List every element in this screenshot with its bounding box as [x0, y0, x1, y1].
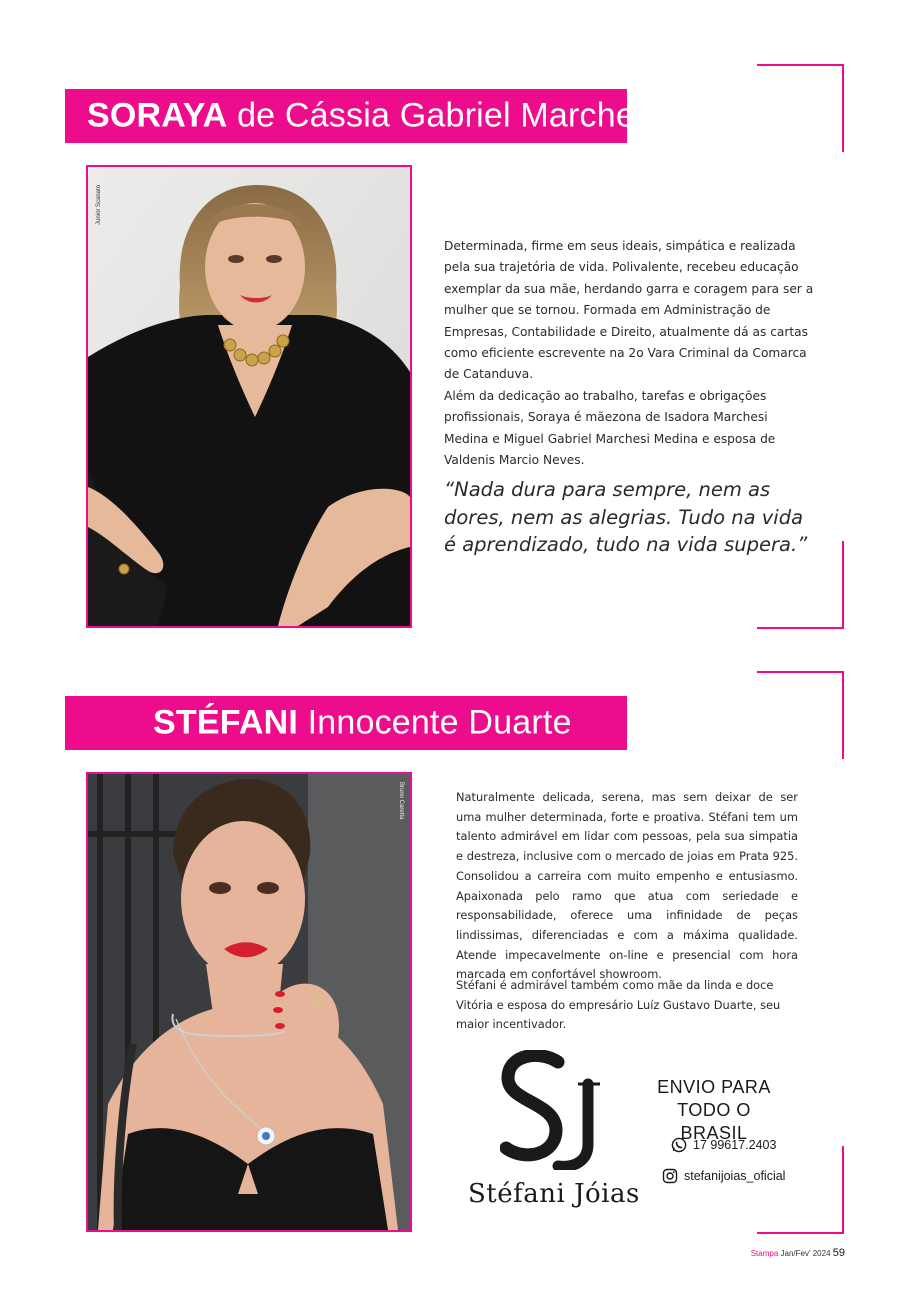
section2-bracket-top [757, 671, 844, 759]
instagram-icon [662, 1168, 678, 1184]
brand-name: Stéfani Jóias [468, 1179, 640, 1209]
instagram-handle: stefanijoias_oficial [684, 1169, 786, 1183]
stefani-portrait-illustration [88, 774, 410, 1230]
instagram-contact [662, 1168, 785, 1184]
stefani-photo [86, 772, 412, 1232]
section1-title-bold: SORAYA [87, 96, 228, 135]
section1-paragraph2: Além da dedicação ao trabalho, tarefas e obrigações profissionais, Soraya é mãezona de Isadora Marchesi Medina e Miguel Gabriel Marchesi Medina e esposa de Valdenis Marcio Neves. [444, 389, 776, 468]
section1-paragraph1: Determinada, firme em seus ideais, simpática e realizada pela sua trajetória de vida. Polivalente, recebeu educação exemplar da sua mãe, herdando garra e coragem para ser a mulher que se tornou. Formada em Administração de Empresas, Contabilidade e Direito, atualmente dá as cartas como eficiente escrevente na 2o Vara Criminal da Comarca de Catanduva. [444, 239, 814, 382]
section2-bracket-bottom [757, 1146, 844, 1234]
section2-title [153, 704, 572, 743]
stefani-photo-credit: Bruno Caretta [398, 782, 404, 820]
footer-issue: Jan/Fev' 2024 [778, 1249, 833, 1258]
soraya-portrait-illustration [88, 167, 410, 626]
soraya-photo [86, 165, 412, 628]
section2-title-bold: STÉFANI [153, 703, 298, 742]
sj-monogram-logo [500, 1050, 612, 1170]
section1-quote: “Nada dura para sempre, nem as dores, nem as alegrias. Tudo na vida é aprendizado, tudo na vida supera.” [444, 478, 808, 556]
section2-paragraph2: Stéfani é admirável também como mãe da linda e doce Vitória e esposa do empresário Luíz Gustavo Duarte, seu maior incentivador. [456, 978, 781, 1032]
shipping-line2: TODO O BRASIL [677, 1100, 751, 1143]
section2-paragraph1: Naturalmente delicada, serena, mas sem deixar de ser uma mulher determinada, forte e proativa. Stéfani tem um talento admirável em lidar com pessoas, pela sua simpatia e destreza, inclusive com o mercado de joias em Prata 925. Consolidou a carreira com muito empenho e entusiasmo. Apaixonada pelo ramo que atua com seriedade e responsabilidade, oferece uma infinidade de peças lindissimas, diferenciadas e com a máxima qualidade. Atende impecavelmente on-line e presencial com hora marcada em confortável showroom. [456, 790, 798, 982]
phone-number: 17 99617.2403 [693, 1138, 777, 1152]
whatsapp-icon [671, 1137, 687, 1153]
page-footer [751, 1247, 845, 1259]
phone-contact [671, 1137, 776, 1153]
section2-title-rest: Innocente Duarte [297, 703, 572, 742]
footer-magazine: Stampa [750, 1249, 779, 1258]
shipping-headline [644, 1076, 784, 1145]
soraya-photo-credit: Junior Scanato [96, 184, 102, 225]
section1-bracket-top [757, 64, 844, 152]
shipping-line1: ENVIO PARA [657, 1077, 771, 1097]
section2-title-bar [65, 696, 627, 750]
section1-title-bar [65, 89, 660, 143]
page-number: 59 [832, 1247, 845, 1259]
section1-title [87, 97, 660, 136]
section1-title-rest: de Cássia Gabriel Marchesi [227, 96, 660, 135]
